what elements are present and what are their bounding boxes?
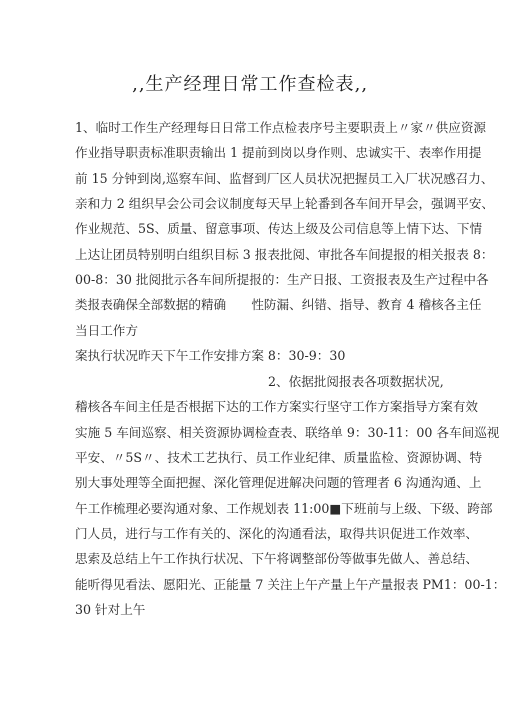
body-line: 案执行状况昨天下午工作安排方案 8：30-9：30	[75, 348, 346, 363]
body-line: 平安、〃5S〃、技术工艺执行、员工作业纪律、质量监检、资源协调、特	[75, 450, 483, 465]
body-line: 思索及总结上午工作执行状况、下午将调整部份等做事先做人、善总结、	[75, 551, 478, 566]
body-line: 上达让团员特别明白组织目标 3 报表批阅、审批各车间提报的相关报表 8：	[75, 247, 494, 262]
body-line: 30 针对上午	[75, 602, 146, 617]
document-title: ‚‚生产经理日常工作查检表‚‚	[132, 74, 368, 95]
body-line: 稽核各车间主任是否根据下达的工作方案实行坚守工作方案指导方案有效	[75, 399, 478, 414]
body-line: 前 15 分钟到岗,巡察车间、监督到厂区人员状况把握员工入厂状况感召力、	[75, 171, 494, 186]
body-line: 00-8：30 批阅批示各车间所提报的：生产日报、工资报表及生产过程中各	[75, 272, 489, 287]
body-line: 类报表确保全部数据的精确 性防漏、纠错、指导、教育 4 稽核各主任	[75, 297, 482, 312]
body-line: 当日工作方	[75, 323, 138, 338]
body-line: 门人员，进行与工作有关的、深化的沟通看法，取得共识促进工作效率、	[75, 526, 478, 541]
body-line: 能听得见看法、愿阳光、正能量 7 关注上午产量上午产量报表 PM1：00-1：	[75, 577, 505, 592]
body-line: 实施 5 车间巡察、相关资源协调检查表、联络单 9：30-11：00 各车间巡视	[75, 425, 500, 440]
body-line: 别大事处理等全面把握、深化管理促进解决问题的管理者 6 沟通沟通、上	[75, 475, 482, 490]
body-line: 亲和力 2 组织早会公司会议制度每天早上轮番到各车间开早会，强调平安、	[75, 196, 495, 211]
body-line: 1、临时工作生产经理每日日常工作点检表序号主要职责上〃家〃供应资源	[75, 120, 487, 135]
body-line: 2、依据批阅报表各项数据状况,	[268, 374, 444, 389]
body-line: 午工作梳理必要沟通对象、工作规划表 11:00■下班前与上级、下级、跨部	[75, 501, 493, 516]
body-line: 作业指导职责标准职责输出 1 提前到岗以身作则、忠诚实干、表率作用提	[75, 145, 482, 160]
body-line: 作业规范、5S、质量、留意事项、传达上级及公司信息等上情下达、下情	[75, 221, 483, 236]
